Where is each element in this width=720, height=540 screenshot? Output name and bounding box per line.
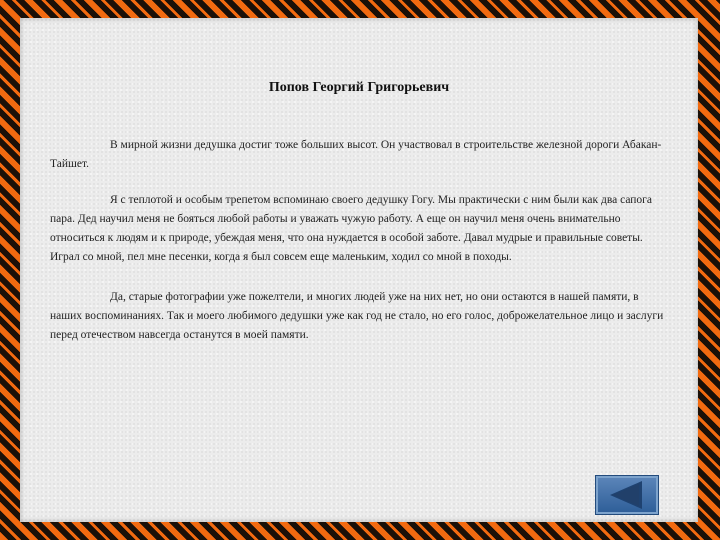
paragraph-3: Да, старые фотографии уже пожелтели, и многих людей уже на них нет, но они остаются в нашей памяти, в наших воспоминаниях. Так и моего любимого дедушки уже как год не стало, но его голос, доброжелательное лицо и заслуги перед отечеством навсегда останутся в моей памяти. [50,291,664,341]
back-button[interactable] [596,476,658,514]
back-arrow-icon [598,478,656,512]
paragraph-1: В мирной жизни дедушка достиг тоже больших высот. Он участвовал в строительстве железной дороги Абакан-Тайшет. [50,139,662,170]
paragraph-2: Я с теплотой и особым трепетом вспоминаю своего дедушку Гогу. Мы практически с ним были как два сапога пара. Дед научил меня не бояться любой работы и уважать чужую работу. А еще он научил меня очень внимательно относиться к людям и к природе, убеждая меня, что она нуждается в особой заботе. Давал мудрые и правильные советы. Играл со мной, пел мне песенки, когда я был совсем еще маленьким, ходил со мной в походы. [50,194,653,263]
slide-panel [20,18,698,522]
page-title: Попов Георгий Григорьевич [268,80,450,95]
